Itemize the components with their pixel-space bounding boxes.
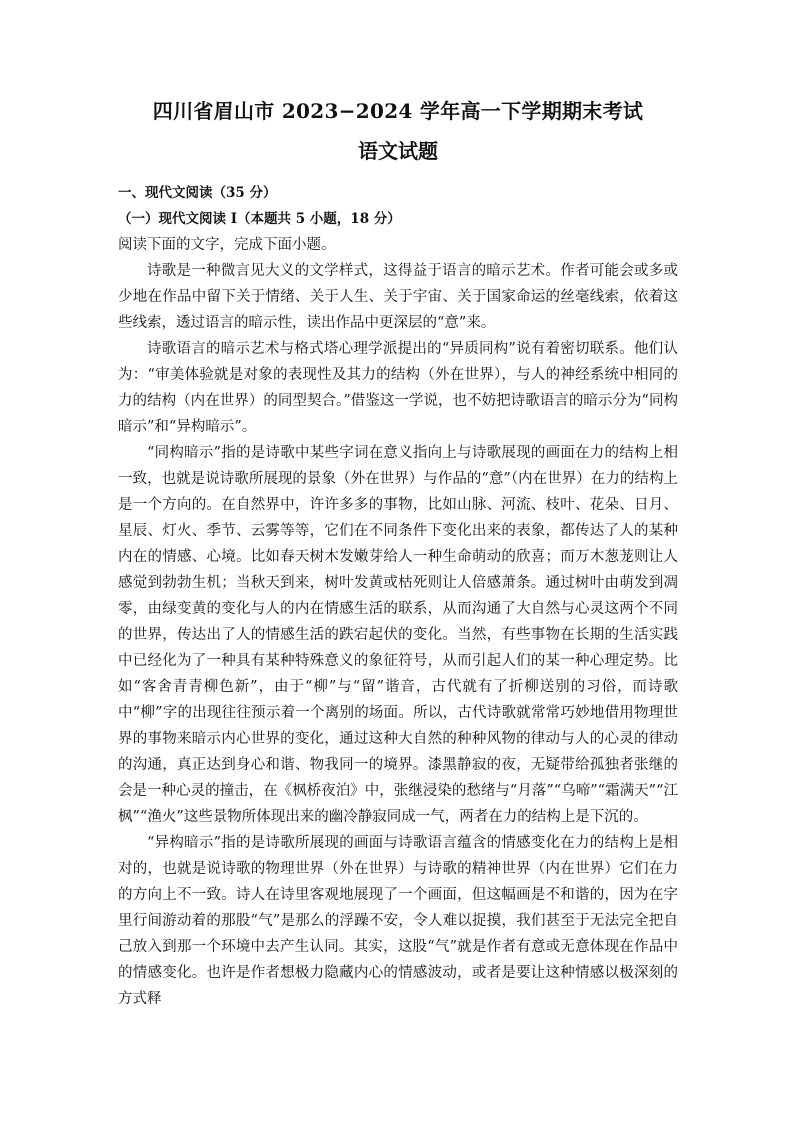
paragraph: 诗歌是一种微言见大义的文学样式，这得益于语言的暗示艺术。作者可能会或多或少地在作品中留下关于情绪、关于人生、关于宇宙、关于国家命运的丝毫线索，依着这些线索，透过语言的暗示性，读出作品中更深层的“意”来。 — [118, 263, 678, 331]
subsection-heading: （一）现代文阅读 I（本题共 5 小题，18 分） — [118, 211, 401, 227]
reading-instruction: 阅读下面的文字，完成下面小题。 — [118, 237, 336, 253]
document-subtitle: 语文试题 — [358, 139, 438, 163]
paragraph: 诗歌语言的暗示艺术与格式塔心理学派提出的“异质同构”说有着密切联系。他们认为：“审美体验就是对象的表现性及其力的结构（外在世界），与人的神经系统中相同的力的结构（内在世界）的同型契合。”借鉴这一学说，也不妨把诗歌语言的暗示分为“同构暗示”和“异构暗示”。 — [118, 341, 678, 435]
document-page — [118, 96, 678, 1012]
paragraph: “同构暗示”指的是诗歌中某些字词在意义指向上与诗歌展现的画面在力的结构上相一致，也就是说诗歌所展现的景象（外在世界）与作品的“意”（内在世界）在力的结构上是一个方向的。在自然界中，许许多多的事物，比如山脉、河流、枝叶、花朵、日月、星辰、灯火、季节、云雾等等，它们在不同条件下变化出来的表象，都传达了人的某种内在的情感、心境。比如春天树木发嫩芽给人一种生命萌动的欣喜；而万木葱茏则让人感觉到勃勃生机；当秋天到来，树叶发黄或枯死则让人倍感萧条。通过树叶由萌发到凋零，由绿变黄的变化与人的内在情感生活的联系，从而沟通了大自然与心灵这两个不同的世界，传达出了人的情感生活的跌宕起伏的变化。当然，有些事物在长期的生活实践中已经化为了一种具有某种特殊意义的象征符号，从而引起人们的某一种心理定势。比如“客舍青青柳色新”，由于“柳”与“留”谐音，古代就有了折柳送别的习俗，而诗歌中“柳”字的出现往往预示着一个离别的场面。所以，古代诗歌就常常巧妙地借用物理世界的事物来暗示内心世界的变化，通过这种大自然的种种风物的律动与人的心灵的律动的沟通，真正达到身心和谐、物我同一的境界。漆黑静寂的夜，无疑带给孤独者张继的会是一种心灵的撞击，在《枫桥夜泊》中，张继浸染的愁绪与“月落”“乌啼”“霜满天”“江枫”“渔火”这些景物所体现出来的幽冷静寂同成一气，两者在力的结构上是下沉的。 — [118, 445, 678, 825]
document-title: 四川省眉山市 2023−2024 学年高一下学期期末考试 — [152, 99, 644, 123]
section-heading: 一、现代文阅读（35 分） — [118, 185, 277, 201]
paragraph: “异构暗示”指的是诗歌所展现的画面与诗歌语言蕴含的情感变化在力的结构上是相对的，也就是说诗歌的物理世界（外在世界）与诗歌的精神世界（内在世界）它们在力的方向上不一致。诗人在诗里客观地展现了一个画面，但这幅画是不和谐的，因为在字里行间游动着的那股“气”是那么的浮躁不安，令人难以捉摸，我们甚至于无法完全把自己放入到那一个环境中去产生认同。其实，这股“气”就是作者有意或无意体现在作品中的情感变化。也许是作者想极力隐藏内心的情感波动，或者是要让这种情感以极深刻的方式释 — [118, 835, 678, 1007]
